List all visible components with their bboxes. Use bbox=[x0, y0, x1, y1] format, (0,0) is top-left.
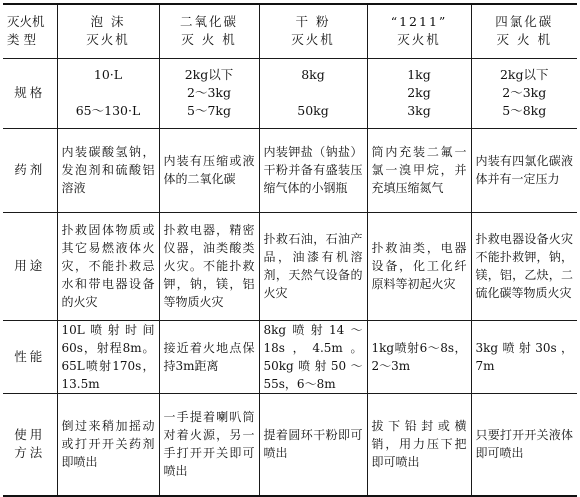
spec-value: 8kg bbox=[301, 67, 325, 82]
spec-value: 2kg bbox=[407, 85, 431, 100]
spec-value: 50kg bbox=[297, 103, 329, 118]
spec-value: 2～3kg bbox=[187, 85, 231, 100]
performance-row bbox=[3, 320, 577, 393]
column-header-foam bbox=[57, 4, 159, 58]
agent-cell-1211: 筒内充装二氟一氯一溴甲烷，并充填压缩氮气 bbox=[367, 128, 471, 212]
row-label: 规格 bbox=[14, 85, 46, 100]
spec-value bbox=[264, 84, 363, 102]
agent-cell-dry-powder: 内装钾盐（钠盐）干粉并备有盛装压缩气体的小钢瓶 bbox=[259, 128, 367, 212]
agent-cell-foam: 内装碳酸氢钠，发泡剂和硫酸铝溶液 bbox=[57, 128, 159, 212]
corner-label: 类 型 bbox=[7, 32, 36, 48]
row-label: 性能 bbox=[14, 348, 46, 364]
column-header-line: “1211” bbox=[390, 14, 448, 30]
column-header-line: 二氧化碳 bbox=[179, 14, 238, 30]
performance-cell-co2: 接近着火地点保持3m距离 bbox=[159, 320, 259, 393]
usage-cell-ccl4: 只要打开开关液体即可喷出 bbox=[471, 393, 577, 496]
spec-cell-foam bbox=[57, 58, 159, 128]
column-header-line: 泡 沫 bbox=[90, 14, 126, 30]
agent-cell-ccl4: 内装有四氯化碳液体并有一定压力 bbox=[471, 128, 577, 212]
usage-cell-1211: 拔下铅封或横销，用力压下把即可喷出 bbox=[367, 393, 471, 496]
row-label-cell bbox=[3, 58, 57, 128]
use-cell-co2: 扑救电器，精密仪器，油类酸类火灾。不能扑救钾，钠，镁，铝等物质火灾 bbox=[159, 212, 259, 320]
spec-value: 2～3kg bbox=[502, 85, 547, 100]
spec-value: 5～7kg bbox=[187, 103, 231, 118]
spec-value: 65～130·L bbox=[75, 103, 141, 118]
row-label-cell bbox=[3, 128, 57, 212]
spec-value: 5～8kg bbox=[502, 103, 547, 118]
usage-cell-foam: 倒过来稍加摇动或打开开关药剂即喷出 bbox=[57, 393, 159, 496]
column-header-line: 灭火机 bbox=[397, 32, 441, 48]
row-label: 使用 bbox=[14, 427, 46, 443]
performance-cell-dry-powder: 8kg喷射14～18s，4.5m。50kg喷射50～55s，6～8m bbox=[259, 320, 367, 393]
spec-value: 10·L bbox=[93, 67, 123, 82]
usage-cell-dry-powder: 提着圆环干粉即可喷出 bbox=[259, 393, 367, 496]
column-header-line: 四氯化碳 bbox=[495, 14, 554, 30]
performance-cell-ccl4: 3kg喷射30s，7m bbox=[471, 320, 577, 393]
column-header-co2 bbox=[159, 4, 259, 58]
usage-row bbox=[3, 393, 577, 496]
spec-cell-co2 bbox=[159, 58, 259, 128]
spec-cell-1211 bbox=[367, 58, 471, 128]
use-cell-1211: 扑救油类，电器设备，化工化纤原料等初起火灾 bbox=[367, 212, 471, 320]
fire-extinguisher-table bbox=[3, 3, 577, 497]
use-cell-ccl4: 扑救电器设备火灾不能扑救钾，钠，镁，铝，乙炔，二硫化碳等物质火灾 bbox=[471, 212, 577, 320]
column-header-1211 bbox=[367, 4, 471, 58]
row-label-cell bbox=[3, 320, 57, 393]
spec-value: 1kg bbox=[407, 67, 431, 82]
column-header-line: 灭 火 机 bbox=[496, 32, 552, 48]
corner-header-cell bbox=[3, 4, 57, 58]
spec-value: 3kg bbox=[407, 103, 431, 118]
row-label-cell bbox=[3, 393, 57, 496]
header-row bbox=[3, 4, 577, 58]
column-header-ccl4 bbox=[471, 4, 577, 58]
spec-cell-ccl4 bbox=[471, 58, 577, 128]
performance-cell-foam: 10L喷射时间60s，射程8m。65L喷射170s，13.5m bbox=[57, 320, 159, 393]
performance-cell-1211: 1kg喷射6～8s，2～3m bbox=[367, 320, 471, 393]
row-label-cell bbox=[3, 212, 57, 320]
spec-value: 2kg以下 bbox=[499, 67, 549, 82]
column-header-line: 灭火机 bbox=[291, 32, 335, 48]
row-label: 方法 bbox=[14, 445, 46, 461]
agent-cell-co2: 内装有压缩或液体的二氧化碳 bbox=[159, 128, 259, 212]
column-header-line: 灭火机 bbox=[86, 32, 130, 48]
row-label: 药剂 bbox=[14, 162, 46, 177]
spec-value bbox=[62, 84, 155, 102]
use-cell-dry-powder: 扑救石油，石油产品，油漆有机溶剂，天然气设备的火灾 bbox=[259, 212, 367, 320]
usage-cell-co2: 一手提着喇叭筒对着火源，另一手打开开关即可喷出 bbox=[159, 393, 259, 496]
column-header-line: 灭 火 机 bbox=[181, 32, 237, 48]
extinguisher-table-page bbox=[3, 3, 577, 494]
spec-value: 2kg以下 bbox=[184, 67, 234, 82]
spec-row bbox=[3, 58, 577, 128]
use-cell-foam: 扑救固体物质或其它易燃液体火灾，不能扑救忌水和带电器设备的火灾 bbox=[57, 212, 159, 320]
agent-row bbox=[3, 128, 577, 212]
column-header-line: 干 粉 bbox=[295, 14, 331, 30]
corner-label: 灭火机 bbox=[7, 14, 45, 30]
spec-cell-dry-powder bbox=[259, 58, 367, 128]
row-label: 用途 bbox=[14, 258, 46, 273]
use-row bbox=[3, 212, 577, 320]
column-header-dry-powder bbox=[259, 4, 367, 58]
